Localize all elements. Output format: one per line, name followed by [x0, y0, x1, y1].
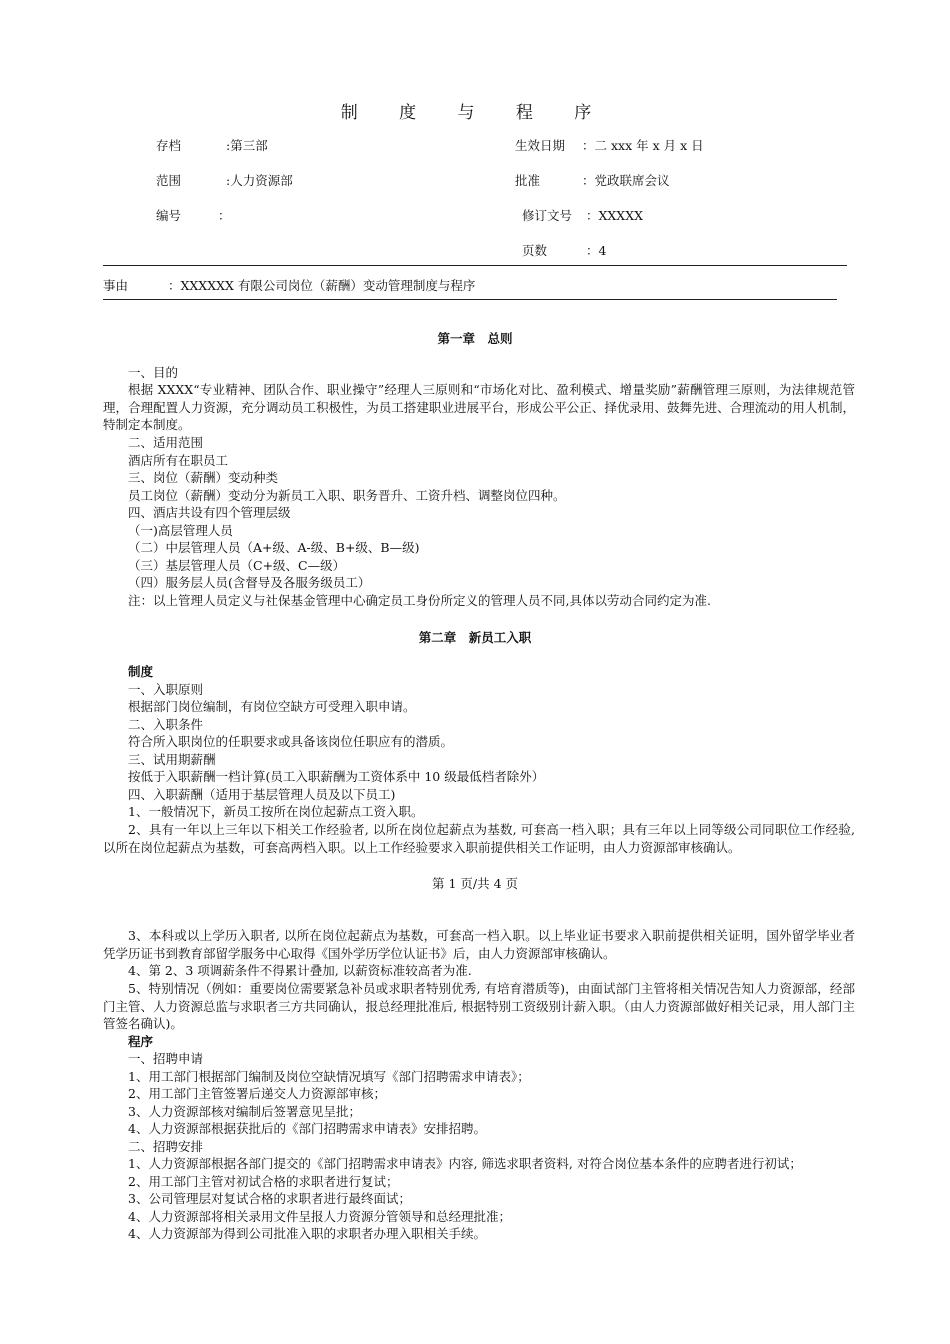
scope-text: 酒店所有在职员工 — [128, 453, 229, 468]
archive-value: :第三部 — [226, 138, 268, 153]
chapter2-line: 四、入职薪酬（适用于基层管理人员及以下员工) — [128, 787, 396, 802]
scope-value: :人力资源部 — [226, 173, 293, 188]
subject-value: ：XXXXXX 有限公司岗位（薪酬）变动管理制度与程序 — [168, 278, 476, 293]
effective-date-value: ：二 xxx 年 x 月 x 日 — [582, 138, 704, 153]
procedure-line: 2、用工部门主管签署后递交人力资源部审核； — [128, 1086, 386, 1101]
chapter2-heading: 第二章 新员工入职 — [418, 630, 532, 645]
chapter2-line: 根据部门岗位编制，有岗位空缺方可受理入职申请。 — [128, 699, 416, 714]
procedure-label: 程序 — [128, 1034, 154, 1049]
procedure-line: 4、人力资源部为得到公司批准入职的求职者办理入职相关手续。 — [128, 1226, 486, 1241]
note-text: 注：以上管理人员定义与社保基金管理中心确定员工身份所定义的管理人员不同,具体以劳动合同约定为准. — [128, 593, 711, 608]
approve-label: 批准 — [515, 173, 541, 188]
level-item: （三）基层管理人员（C+级、C—级） — [128, 558, 346, 573]
subject-label: 事由 — [103, 278, 129, 293]
procedure-line: 二、招聘安排 — [128, 1139, 204, 1154]
chapter2-line: 二、入职条件 — [128, 717, 204, 732]
chapter2-line: 1、一般情况下，新员工按所在岗位起薪点工资入职。 — [128, 804, 424, 819]
revision-label: 修订文号 — [522, 208, 573, 223]
scope-label: 范围 — [156, 173, 182, 188]
procedure-line: 4、人力资源部将相关录用文件呈报人力资源分管领导和总经理批准； — [128, 1209, 511, 1224]
procedure-line: 一、招聘申请 — [128, 1051, 204, 1066]
header-divider-bottom — [103, 299, 837, 300]
rule2-text: 2、具有一年以上三年以下相关工作经验者, 以所在岗位起薪点为基数, 可套高一档入职；具有三年以上同等级公司同职位工作经验, 以所在岗位起薪点为基数，可套高两档入职。以上工作经验要求入职前提供相关工作证明，由人力资源部审核确认。 — [103, 822, 855, 855]
document-title: 制 度 与 程 序 — [340, 103, 610, 123]
level-item: （二）中层管理人员（A+级、A-级、B+级、B—级) — [128, 540, 420, 555]
rule4-text: 4、第 2、3 项调薪条件不得累计叠加, 以薪资标准较高者为准. — [128, 963, 472, 978]
pages-label: 页数 — [522, 243, 548, 258]
chapter1-heading: 第一章 总则 — [437, 331, 513, 346]
types-text: 员工岗位（薪酬）变动分为新员工入职、职务晋升、工资升档、调整岗位四种。 — [128, 488, 566, 503]
number-value: ： — [218, 208, 231, 223]
chapter2-line: 按低于入职薪酬一档计算(员工入职薪酬为工资体系中 10 级最低档者除外） — [128, 769, 545, 784]
types-title: 三、岗位（薪酬）变动种类 — [128, 470, 279, 485]
chapter2-line: 一、入职原则 — [128, 682, 204, 697]
procedure-line: 4、人力资源部根据获批后的《部门招聘需求申请表》安排招聘。 — [128, 1121, 486, 1136]
procedure-line: 3、人力资源部核对编制后签署意见呈批； — [128, 1104, 361, 1119]
rule5-text: 5、特别情况（例如：重要岗位需要紧急补员或求职者特别优秀, 有培育潜质等)，由面试部门主管将相关情况告知人力资源部，经部门主管、人力资源总监与求职者三方共同确认，报总经理批准后, 根据特别工资级别计薪入职。（由人力资源部做好相关记录，用人部门主管签名确认)。 — [103, 981, 855, 1032]
procedure-line: 3、公司管理层对复试合格的求职者进行最终面试； — [128, 1191, 411, 1206]
purpose-title: 一、目的 — [128, 365, 179, 380]
procedure-line: 1、人力资源部根据各部门提交的《部门招聘需求申请表》内容, 筛选求职者资料, 对符合岗位基本条件的应聘者进行初试； — [128, 1156, 802, 1171]
level-item: （一)高层管理人员 — [128, 523, 233, 538]
revision-value: ：XXXXX — [586, 208, 643, 223]
system-label: 制度 — [128, 664, 154, 679]
procedure-line: 1、用工部门根据部门编制及岗位空缺情况填写《部门招聘需求申请表》； — [128, 1069, 530, 1084]
procedure-line: 2、用工部门主管对初试合格的求职者进行复试； — [128, 1174, 399, 1189]
page-footer: 第 1 页/共 4 页 — [431, 876, 518, 891]
purpose-text: 根据 XXXX“专业精神、团队合作、职业操守”经理人三原则和“市场化对比、盈利模式、增量奖励”薪酬管理三原则，为法律规范管理，合理配置人力资源，充分调动员工积极性，为员工搭建职业进展平台，形成公平公正、择优录用、鼓舞先进、合理流动的用人机制，特制定本制度。 — [103, 382, 855, 433]
archive-label: 存档 — [156, 138, 182, 153]
approve-value: ：党政联席会议 — [582, 173, 670, 188]
effective-date-label: 生效日期 — [515, 138, 566, 153]
rule3-text: 3、本科或以上学历入职者, 以所在岗位起薪点为基数，可套高一档入职。以上毕业证书要求入职前提供相关证明，国外留学毕业者凭学历证书到教育部留学服务中心取得《国外学历学位认证书》后，由人力资源部审核确认。 — [103, 928, 855, 961]
header-divider-top — [103, 265, 847, 266]
pages-value: ：4 — [586, 243, 607, 258]
chapter2-line: 三、试用期薪酬 — [128, 752, 216, 767]
chapter2-line: 符合所入职岗位的任职要求或具备该岗位任职应有的潜质。 — [128, 734, 454, 749]
levels-title: 四、酒店共设有四个管理层级 — [128, 505, 291, 520]
level-item: （四）服务层人员(含督导及各服务级员工） — [128, 575, 371, 590]
number-label: 编号 — [156, 208, 182, 223]
scope-title: 二、适用范围 — [128, 435, 204, 450]
